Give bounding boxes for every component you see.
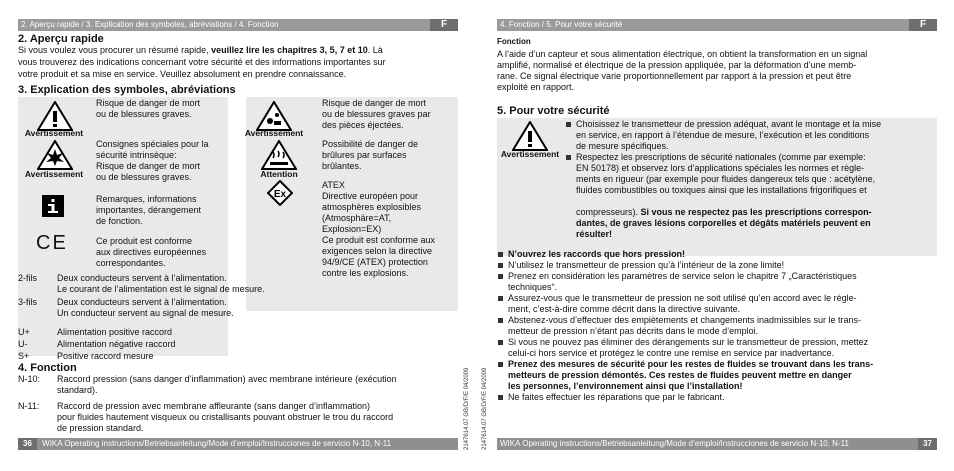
safety-warning-list [565,119,940,196]
page-number: 36 [18,438,37,450]
list-item: Abstenez-vous d’effectuer des empiètements et changements inadmissibles sur le trans- metteur de pression n’étant pas décrits dans le mode d’emploi. [497,315,942,337]
fonction-n11-key: N-11: [18,401,40,411]
list-item: Prenez des mesures de sécurité pour les restes de fluides se trouvant dans les trans- metteurs de pression démontés. Ces restes de fluides peuvent mettre en danger les personnes, l’environnement ainsi que l’installation! [497,359,942,392]
document-code-vertical: 2147614.07 GB/D/F/E 04/2009 [464,367,470,450]
abbrev-s-plus-key: S+ [18,351,30,361]
page-footer [18,438,458,450]
language-badge: F [909,19,937,31]
ce-text: Ce produit est conforme aux directives européennes correspondantes. [96,236,207,268]
ejected-parts-warning-icon [256,101,292,131]
list-item: Si vous ne pouvez pas éliminer des dérangements sur le transmetteur de pression, mettez celui-ci hors service et protégez le contre une remise en service par inadvertance. [497,337,942,359]
abbrev-s-plus-text: Positive raccord mesure [57,351,154,361]
header-text: 4. Fonction / 5. Pour votre sécurité [500,20,623,29]
warning-triangle-icon [37,101,73,131]
abbrev-3-fils-text: Deux conducteurs servent à l’alimentation. Un conducteur servent au signal de mesure. [57,297,234,318]
section-3-title: 3. Explication des symboles, abréviations [18,84,236,96]
abbrev-u-minus-key: U- [18,339,28,349]
section-5-title: 5. Pour votre sécurité [497,105,610,117]
warning-1-text: Risque de danger de mort ou de blessures graves. [96,98,201,119]
safety-bold-warning: compresseurs). Si vous ne respectez pas les prescriptions correspon- dantes, de graves lésions corporelles et dégâts matériels peuvent en résulter! [576,207,872,239]
ce-mark-icon: CE [36,232,68,254]
fonction-n10-key: N-10: [18,374,41,384]
fonction-paragraph: A l’aide d’un capteur et sous alimentation électrique, on obtient la transformation en un signal amplifié, normalisé et électrique de la pression appliquée, par la déformation d’une memb- rane. Ce signal électrique varie proportionnellement par rapport à la pression et peut être exploité en rapport. [497,49,868,92]
fonction-n10-text: Raccord pression (sans danger d’inflammation) avec membrane intérieure (exécution standard). [57,374,397,395]
warning-3-text: Risque de danger de mort ou de blessures graves par des pièces éjectées. [322,98,431,130]
info-text: Remarques, informations importantes, dérangement de fonction. [96,194,202,226]
abbrev-u-plus-key: U+ [18,327,30,337]
fonction-n11-text: Raccord de pression avec membrane affleurante (sans danger d’inflammation) pour fluides hautement visqueux ou cristallisants pouvant obstruer le trou du raccord de pression standard. [57,401,394,433]
explosion-warning-icon [37,140,73,170]
section-2-title: 2. Aperçu rapide [18,33,104,45]
section-2-line-3: votre produit et sa mise en service. Veuillez absolument en prendre connaissance. [18,69,347,79]
list-item: Prenez en considération les paramètres de service selon le chapitre 7 „Caractéristiques techniques“. [497,271,942,293]
abbrev-3-fils-key: 3-fils [18,297,38,307]
footer-text: WIKA Operating instructions/Betriebsanleitung/Mode d’emploi/Instrucciones de servicio N-10, N-11 [42,439,392,448]
info-icon [42,195,64,217]
section-2-line-2: vous trouverez des indications concernant votre sécurité et des informations importantes sur [18,57,386,67]
list-item: N’utilisez le transmetteur de pression qu’à l’intérieur de la zone limite! [497,260,942,271]
warning-label-3: Avertissement [244,128,304,138]
document-code-vertical: 2147614.07 GB/D/F/E 04/2009 [482,367,488,450]
fonction-subtitle: Fonction [497,37,531,46]
section-4-title: 4. Fonction [18,362,77,374]
list-item: Assurez-vous que le transmetteur de pression ne soit utilisé qu’en accord avec le règle- ment, c’est-à-dire comme décrit dans la directive suivante. [497,293,942,315]
footer-text: WIKA Operating instructions/Betriebsanleitung/Mode d’emploi/Instrucciones de servicio N-10, N-11 [500,439,849,448]
right-page [482,0,954,471]
header-text: 2. Aperçu rapide / 3. Explication des symboles, abréviations / 4. Fonction [21,20,279,29]
abbrev-u-minus-text: Alimentation négative raccord [57,339,176,349]
atex-ex-icon [267,180,293,206]
warning-label-2: Avertissement [24,169,84,179]
warning-triangle-icon [512,121,548,151]
list-item: Choisissez le transmetteur de pression adéquat, avant le montage et la mise en service, en rapport à l’étendue de mesure, l’exécution et les conditions de mesure spécifiques. [565,119,940,152]
list-item: N’ouvrez les raccords que hors pression! [497,249,942,260]
atex-symbol-text: Ex [273,189,287,200]
page-header [497,19,937,31]
abbrev-u-plus-text: Alimentation positive raccord [57,327,173,337]
warning-label: Avertissement [500,149,560,159]
page-footer [497,438,937,450]
left-page [0,0,474,471]
attention-text: Possibilité de danger de brûlures par surfaces brûlantes. [322,139,419,171]
page-number: 37 [918,438,937,450]
list-item: Ne faites effectuer les réparations que par le fabricant. [497,392,942,403]
warning-2-text: Consignes spéciales pour la sécurité intrinsèque: Risque de danger de mort ou de blessures graves. [96,139,209,182]
language-badge: F [430,19,458,31]
warning-label-1: Avertissement [24,128,84,138]
atex-text: ATEX Directive européen pour atmosphères explosibles (Atmosphäre=AT, Explosion=EX) Ce produit est conforme aux exigences selon la directive 94/9/CE (ATEX) protection contre les explosions. [322,180,436,278]
list-item: Respectez les prescriptions de sécurité nationales (comme par exemple: EN 50178) et observez lors d’applications spéciales les normes et règle- ments en rigueur (par exemple pour fluides dangereux tels que : acétylène, fluides combustibles ou toxiques ainsi que les installations frigorifiques et [565,152,940,196]
safety-bullet-list [497,249,942,403]
section-2-line-1: Si vous voulez vous procurer un résumé rapide, veuillez lire les chapitres 3, 5, 7 et 10. Là [18,45,383,55]
attention-label: Attention [260,169,298,179]
hot-surface-icon [261,140,297,170]
page-header [18,19,458,31]
abbrev-2-fils-key: 2-fils [18,273,38,283]
abbrev-2-fils-text: Deux conducteurs servent à l’alimentation. Le courant de l’alimentation est le signal de mesure. [57,273,265,294]
